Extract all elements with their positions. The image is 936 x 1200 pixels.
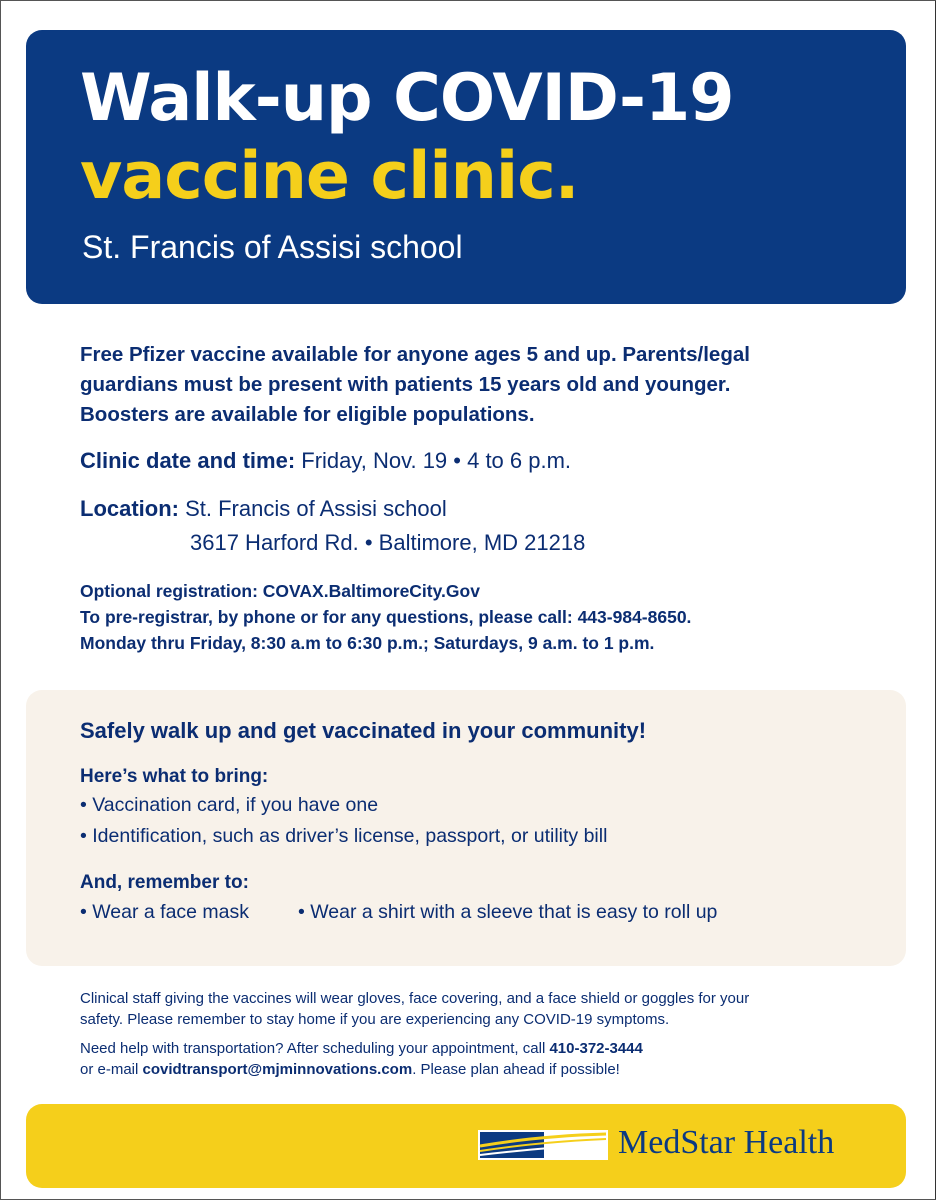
transport-text: Need help with transportation? After scheduling your appointment, call: [80, 1040, 550, 1057]
safety-line: Clinical staff giving the vaccines will wear gloves, face covering, and a face shield or goggles for your: [80, 990, 750, 1007]
registration-info: [80, 578, 900, 656]
bring-item: • Vaccination card, if you have one: [80, 794, 379, 816]
intro-line: Free Pfizer vaccine available for anyone ages 5 and up. Parents/legal: [80, 343, 750, 366]
transport-text: . Please plan ahead if possible!: [412, 1061, 620, 1078]
footer-brand-banner: [26, 1104, 906, 1188]
registration-line: To pre-registrar, by phone or for any questions, please call: 443-984-8650.: [80, 607, 692, 627]
transport-note: [80, 1038, 880, 1080]
transport-line-2: [80, 1059, 880, 1080]
remember-item: • Wear a shirt with a sleeve that is easy to roll up: [298, 901, 718, 923]
location-line-2: 3617 Harford Rd. • Baltimore, MD 21218: [190, 530, 586, 555]
clinic-label: Clinic date and time:: [80, 448, 296, 473]
panel-heading: Safely walk up and get vaccinated in your community!: [80, 718, 647, 743]
bring-heading: Here’s what to bring:: [80, 766, 269, 787]
intro-line: guardians must be present with patients 15 years old and younger.: [80, 373, 731, 396]
safety-note: [80, 988, 880, 1030]
brand-name: MedStar Health: [618, 1124, 835, 1161]
safety-line: safety. Please remember to stay home if you are experiencing any COVID-19 symptoms.: [80, 1011, 670, 1028]
header-banner: [26, 30, 906, 304]
transport-line-1: [80, 1038, 880, 1059]
location: [80, 496, 447, 522]
remember-item: • Wear a face mask: [80, 901, 250, 923]
title-line-1: Walk-up COVID-19: [80, 61, 734, 136]
subtitle: St. Francis of Assisi school: [82, 229, 463, 265]
registration-line: Optional registration: COVAX.BaltimoreCity.Gov: [80, 581, 480, 601]
bring-item: • Identification, such as driver’s license, passport, or utility bill: [80, 825, 608, 847]
title-line-2: vaccine clinic.: [80, 139, 579, 214]
medstar-logo-icon: [478, 1130, 608, 1160]
clinic-date-time: [80, 448, 571, 474]
transport-text: or e-mail: [80, 1061, 143, 1078]
registration-line: Monday thru Friday, 8:30 a.m to 6:30 p.m.; Saturdays, 9 a.m. to 1 p.m.: [80, 633, 655, 653]
location-line-1: St. Francis of Assisi school: [179, 496, 447, 521]
remember-heading: And, remember to:: [80, 872, 249, 893]
intro-text: [80, 340, 880, 430]
transport-email: covidtransport@mjminnovations.com: [142, 1061, 413, 1078]
transport-phone: 410-372-3444: [549, 1040, 643, 1057]
info-panel: [26, 690, 906, 966]
location-label: Location:: [80, 496, 179, 521]
clinic-value: Friday, Nov. 19 • 4 to 6 p.m.: [295, 448, 572, 473]
intro-line: Boosters are available for eligible populations.: [80, 403, 535, 426]
